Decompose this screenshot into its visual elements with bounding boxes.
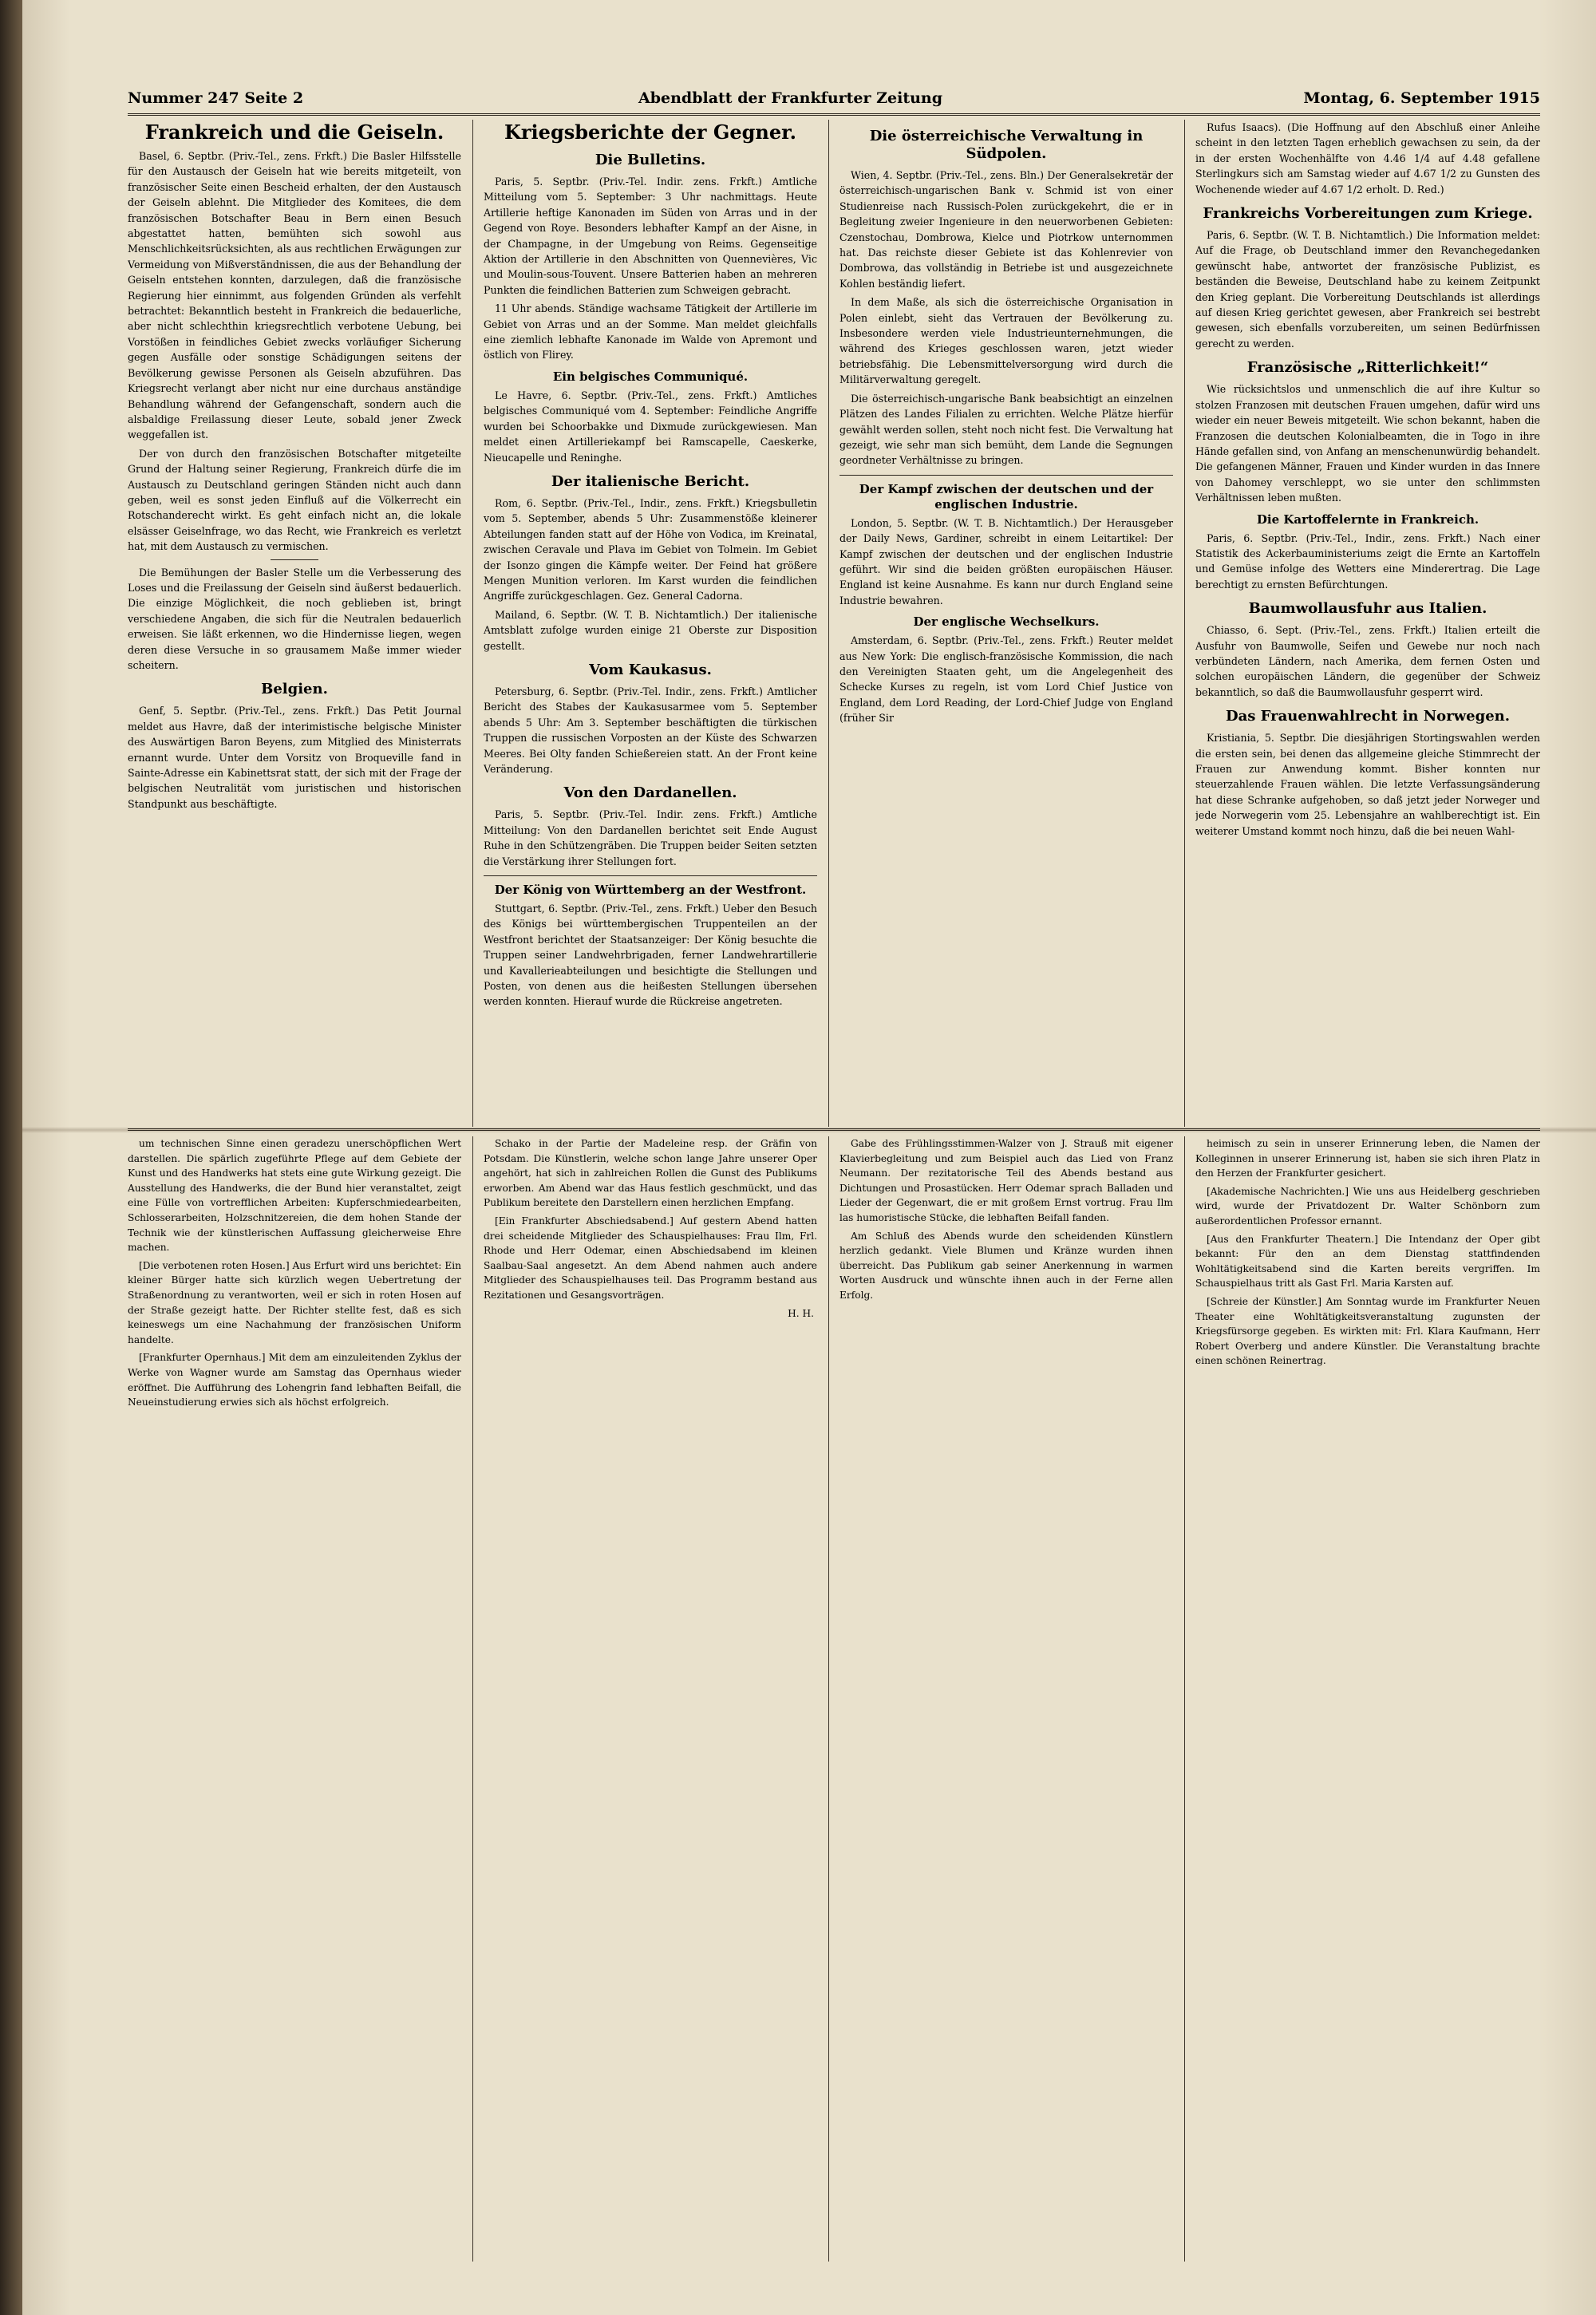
headline-belgisches-communique: Ein belgisches Communiqué. bbox=[552, 369, 749, 384]
article-text: London, 5. Septbr. (W. T. B. Nichtamtlich.) Der Herausgeber der Daily News, Gardiner, schreibt in einem Leitartikel: Der Kampf zwischen der deutschen und der englischen Industrie geführt. Wir sind die beiden größten europäischen Häuser. England ist keine Ausnahme. Es kann nur durch England seine Industrie bewahren. bbox=[839, 516, 1173, 606]
article-text: Die österreichisch-ungarische Bank beabsichtigt an einzelnen Plätzen des Landes Filialen zu errichten. Welche Plätze hierfür gewählt werden sollen, steht noch nicht fest. Die Verwaltung hat gezeigt, wie sehr man sich bemüht, dem Lande die Segnungen geordneter Verhältnisse zu bringen. bbox=[839, 392, 1173, 467]
page-date: Montag, 6. September 1915 bbox=[1303, 89, 1540, 107]
feuilleton-text: [Schreie der Künstler.] Am Sonntag wurde im Frankfurter Neuen Theater eine Wohltätigkeitsveranstaltung zugunsten der Kriegsfürsorge gegeben. Es wirkten mit: Frl. Klara Kaufmann, Herr Robert Overberg und andere Künstler. Die Veranstaltung brachte einen schönen Reinertrag. bbox=[1195, 1295, 1540, 1367]
headline-wechselkurs: Der englische Wechselkurs. bbox=[913, 614, 1100, 630]
feuilleton-text: Schako in der Partie der Madeleine resp. der Gräfin von Potsdam. Die Künstlerin, welche schon lange Jahre unserer Oper angehört, hat sich in zahlreichen Rollen die Gunst des Publikums erworben. Am Abend war das Haus festlich geschmückt, und das Publikum bereitete den Darstellern einen herzlichen Empfang. bbox=[484, 1138, 817, 1209]
feuilleton-text: [Frankfurter Opernhaus.] Mit dem am einzuleitenden Zyklus der Werke von Wagner wurde am Samstag das Opernhaus wieder eröffnet. Die Aufführung des Lohengrin fand lebhaften Beifall, die Neueinstudierung erwies sich als höchst erfolgreich. bbox=[128, 1352, 461, 1408]
feuilleton-text: Gabe des Frühlingsstimmen-Walzer von J. Strauß mit eigener Klavierbegleitung und zum Beispiel auch das Lied von Franz Neumann. Der rezitatorische Teil des Abends bestand aus Dichtungen und Prosastücken. Herr Odemar sprach Balladen und Lieder der Gegenwart, die er mit großem Ernst vortrug. Frau Ilm las humoristische Stücke, die lebhaften Beifall fanden. bbox=[839, 1138, 1173, 1223]
article-text: Kristiania, 5. Septbr. Die diesjährigen Stortingswahlen werden die ersten sein, bei denen das allgemeine gleiche Stimmrecht der Frauen zur Anwendung kommt. Bisher konnten nur steuerzahlende Frauen wählen. Die letzte Verfassungsänderung hat diese Schranke aufgehoben, so daß jetzt jeder Norweger und jede Norwegerin vom 25. Lebensjahre an wahlberechtigt ist. Ein weiterer Umstand kommt noch hinzu, daß die bei neuen Wahl- bbox=[1195, 732, 1540, 837]
article-text: Der von durch den französischen Botschafter mitgeteilte Grund der Haltung seiner Regierung, Frankreich dürfe die im Austausch zu Deutschland geringen Ständen nicht auch dann geben, weil es sonst jeden Einfluß auf die Völkerrecht ein Rotschanderecht wirkt. Es geht einfach nicht an, die lokale elsässer Geiselnfrage, wo das Recht, wie Frankreich es verletzt hat, mit dem Austausch zu vermischen. bbox=[128, 447, 461, 553]
divider bbox=[484, 875, 817, 876]
column-divider bbox=[828, 1136, 829, 2262]
column-divider bbox=[828, 120, 829, 1127]
feuilleton-text: [Akademische Nachrichten.] Wie uns aus Heidelberg geschrieben wird, wurde der Privatdozent Dr. Walter Schönborn zum außerordentlichen Professor ernannt. bbox=[1195, 1185, 1540, 1227]
column-divider bbox=[472, 1136, 473, 2262]
column-divider bbox=[1184, 1136, 1185, 2262]
column-1 bbox=[128, 120, 461, 1127]
article-text: Le Havre, 6. Septbr. (Priv.-Tel., zens. Frkft.) Amtliches belgisches Communiqué vom 4. September: Feindliche Angriffe wurden bei Schoorbakke und Dixmude zurückgewiesen. Man meldet einen Artilleriekampf bei Ramscapelle, Caeskerke, Nieucapelle und Reninghe. bbox=[484, 389, 817, 464]
headline-kartoffelernte: Die Kartoffelernte in Frankreich. bbox=[1256, 512, 1479, 527]
column-3 bbox=[839, 120, 1173, 1127]
article-text: Paris, 6. Septbr. (W. T. B. Nichtamtlich.) Die Information meldet: Auf die Frage, ob Deutschland immer den Revanchegedanken gewünscht habe, antwortet der französische Publizist, es beständen die Beweise, Deutschland habe zu keinem Zeitpunkt den Krieg geplant. Die Vorbereitung Deutschlands ist allerdings auf diesen Krieg gerichtet gewesen, aber Frankreich sei bestrebt gewesen, sich ebenfalls vorzubereiten, um seinen Bedürfnissen gerecht zu werden. bbox=[1195, 229, 1540, 350]
article-text: Wien, 4. Septbr. (Priv.-Tel., zens. Bln.) Der Generalsekretär der österreichisch-ungarischen Bank v. Schmid ist von einer Studienreise nach Russisch-Polen zurückgekehrt, die er in Begleitung zweier Ingenieure in den neuerworbenen Gebieten: Czenstochau, Dombrowa, Kielce und Piotrkow unternommen hat. Das reichste dieser Gebiete ist das Kohlenrevier von Dombrowa, das vollständig in Betriebe ist und ausgezeichnete Kohlen beständig liefert. bbox=[839, 169, 1173, 290]
headline-belgien: Belgien. bbox=[261, 681, 328, 698]
article-text: In dem Maße, als sich die österreichische Organisation in Polen einlebt, sieht das Vertrauen der Bevölkerung zu. Insbesondere werden viele Industrieunternehmungen, die während des Krieges geschlossen waren, jetzt wieder betriebsfähig. Die Lebensmittelversorgung wird durch die Militärverwaltung geregelt. bbox=[839, 296, 1173, 386]
divider bbox=[271, 559, 318, 560]
headline-bulletins: Die Bulletins. bbox=[595, 152, 706, 168]
headline-kampf-industrie: Der Kampf zwischen der deutschen und der englischen Industrie. bbox=[859, 481, 1154, 512]
feuilleton-text: [Aus den Frankfurter Theatern.] Die Intendanz der Oper gibt bekannt: Für den an dem Dienstag stattfindenden Wohltätigkeitsabend sind die Karten bereits vergriffen. Im Schauspielhaus tritt als Gast Frl. Maria Karsten auf. bbox=[1195, 1233, 1540, 1290]
feuilleton-column-2 bbox=[484, 1136, 817, 2262]
article-text: Chiasso, 6. Sept. (Priv.-Tel., zens. Frkft.) Italien erteilt die Ausfuhr von Baumwolle, Seifen und Gewebe nur noch nach verbündeten Ländern, nach Amerika, dem fernen Osten und solchen europäischen Ländern, die gegenüber der Schweiz bekanntlich, so daß die Baumwollausfuhr gesperrt wird. bbox=[1195, 624, 1540, 698]
page-header bbox=[128, 86, 1540, 116]
headline-geiseln: Frankreich und die Geiseln. bbox=[144, 120, 444, 144]
article-text: Die Bemühungen der Basler Stelle um die Verbesserung des Loses und die Freilassung der Geiseln sind äußerst bedauerlich. Die einzige Möglichkeit, die noch geblieben ist, bringt verschiedene Angaben, die sich für die Neutralen bedauerlich erweisen. Sie läßt erkennen, wo die Hindernisse liegen, wegen deren diese Versuche in so grausamem Maße immer wieder scheitern. bbox=[128, 566, 461, 671]
headline-baumwollausfuhr: Baumwollausfuhr aus Italien. bbox=[1248, 600, 1487, 618]
feuilleton-rule bbox=[128, 1128, 1540, 1131]
headline-italienischer-bericht: Der italienische Bericht. bbox=[551, 472, 750, 490]
headline-kaukasus: Vom Kaukasus. bbox=[589, 661, 712, 678]
column-divider bbox=[1184, 120, 1185, 1127]
headline-ritterlichkeit: Französische „Ritterlichkeit!“ bbox=[1246, 359, 1489, 377]
article-text: Paris, 6. Septbr. (Priv.-Tel., Indir., zens. Frkft.) Nach einer Statistik des Ackerbauministeriums zeigt die Ernte an Kartoffeln und Gemüse infolge des Wetters eine Minderertrag. Die Lage berechtigt zu ernsten Befürchtungen. bbox=[1195, 531, 1540, 591]
feuilleton-column-1 bbox=[128, 1136, 461, 2262]
article-text: Stuttgart, 6. Septbr. (Priv.-Tel., zens. Frkft.) Ueber den Besuch des Königs bei württembergischen Truppenteilen an der Westfront berichtet der Staatsanzeiger: Der König besuchte die Truppen seiner Landwehrbrigaden, ferner Landwehrartillerie und Kavallerieabteilungen und besichtigte die Stellungen und Posten, von denen aus die heißesten Stellungen übersehen werden konnten. Hierauf wurde die Rückreise angetreten. bbox=[484, 903, 817, 1008]
article-text: Mailand, 6. Septbr. (W. T. B. Nichtamtlich.) Der italienische Amtsblatt zufolge wurden einige 21 Oberste zur Disposition gestellt. bbox=[484, 608, 817, 652]
headline-frauenwahlrecht: Das Frauenwahlrecht in Norwegen. bbox=[1225, 708, 1511, 725]
article-text: Rufus Isaacs). (Die Hoffnung auf den Abschluß einer Anleihe scheint in den letzten Tagen erheblich gewachsen zu sein, da der in der ersten Wochenhälfte von 4.46 1/4 auf 4.48 gefallene Sterlingkurs sich am Samstag wieder auf 4.67 1/2 zu Gunsten des Wochenende wieder auf 4.67 1/2 erholt. D. Red.) bbox=[1195, 121, 1540, 196]
feuilleton-text: [Ein Frankfurter Abschiedsabend.] Auf gestern Abend hatten drei scheidende Mitglieder des Schauspielhauses: Frau Ilm, Frl. Rhode und Herr Odemar, einen Abschiedsabend im kleinen Saalbau-Saal angesetzt. An dem Abend nahmen auch andere Mitglieder des Schauspielhauses teil. Das Programm bestand aus Rezitationen und Gesangsvorträgen. bbox=[484, 1215, 817, 1301]
feuilleton-text: [Die verbotenen roten Hosen.] Aus Erfurt wird uns berichtet: Ein kleiner Bürger hatte sich kürzlich wegen Uebertretung der Straßenordnung zu verantworten, weil er sich in roten Hosen auf der Straße gezeigt hatte. Der Richter stellte fest, daß es sich keineswegs um eine Nachahmung der französischen Uniform handelte. bbox=[128, 1259, 461, 1345]
article-text: Wie rücksichtslos und unmenschlich die auf ihre Kultur so stolzen Franzosen mit deutschen Frauen umgehen, dafür wird uns wieder ein neuer Beweis mitgeteilt. Wie schon bekannt, haben die Franzosen die deutschen Kolonialbeamten, die in Togo in ihre Hände gefallen sind, von Anfang an menschenunwürdig behandelt. Die gefangenen Männer, Frauen und Kinder wurden in das Innere von Dahomey verschleppt, wo sie unter den schlimmsten Verhältnissen leben mußten. bbox=[1195, 383, 1540, 504]
article-text: Rom, 6. Septbr. (Priv.-Tel., Indir., zens. Frkft.) Kriegsbulletin vom 5. September, abends 5 Uhr: Zusammenstöße kleinerer Abteilungen fanden statt auf der Höhe von Vodica, im Kreinatal, zwischen Ceravale und Plava im Gebiet von Tolmein. Im Gebiet der Isonzo gingen die Kämpfe weiter. Der Feind hat größere Mengen Munition verloren. Im Karst wurden die feindlichen Angriffe zurückgeschlagen. Gez. General Cadorna. bbox=[484, 496, 817, 602]
article-text: Genf, 5. Septbr. (Priv.-Tel., zens. Frkft.) Das Petit Journal meldet aus Havre, daß der interimistische belgische Minister des Auswärtigen Baron Beyens, zum Mitglied des Ministerrats ernannt wurde. Unter dem Vorsitz von Broqueville fand in Sainte-Adresse ein Kabinettsrat statt, der sich mit der Frage der belgischen Neutralität vom juristischen und historischen Standpunkt aus beschäftigte. bbox=[128, 705, 461, 810]
feuilleton-text: heimisch zu sein in unserer Erinnerung leben, die Namen der Kolleginnen in unserer Erinnerung ist, haben sie sich ihren Platz in den Herzen der Frankfurter gesichert. bbox=[1195, 1138, 1540, 1179]
article-text: 11 Uhr abends. Ständige wachsame Tätigkeit der Artillerie im Gebiet von Arras und an der Somme. Man meldet gleichfalls eine ziemlich lebhafte Kanonade im Walde von Apremont und östlich von Flirey. bbox=[484, 302, 817, 361]
divider bbox=[839, 475, 1173, 476]
article-text: Paris, 5. Septbr. (Priv.-Tel. Indir. zens. Frkft.) Amtliche Mitteilung vom 5. September: 3 Uhr nachmittags. Heute Artillerie heftige Kanonaden im Süden von Arras und in der Gegend von Roye. Besonders lebhafter Kampf an der Aisne, in der Champagne, in der Umgebung von Reims. Gegenseitige Aktion der Artillerie in den Abschnitten von Quennevières, Vic und Moulin-sous-Touvent. Unsere Batterien haben an mehreren Punkten die feindlichen Batterien zum Schweigen gebracht. bbox=[484, 176, 817, 296]
headline-oesterreichische-verwaltung: Die österreichische Verwaltung in Südpolen. bbox=[869, 128, 1144, 162]
author-signature: H. H. bbox=[788, 1307, 814, 1319]
article-text: Petersburg, 6. Septbr. (Priv.-Tel. Indir., zens. Frkft.) Amtlicher Bericht des Stabes der Kaukasusarmee vom 5. September abends 5 Uhr: Am 3. September beschäftigten die türkischen Truppen die russischen Vorposten an der Küste des Schwarzen Meeres. Bei Olty fanden Schießereien statt. An der Front keine Veränderung. bbox=[484, 685, 817, 775]
feuilleton-column-3 bbox=[839, 1136, 1173, 2262]
page-number: Nummer 247 Seite 2 bbox=[128, 89, 304, 107]
article-text: Paris, 5. Septbr. (Priv.-Tel. Indir. zens. Frkft.) Amtliche Mitteilung: Von den Dardanellen berichtet seit Ende August Ruhe in den Schützengräben. Die Truppen beider Seiten setzten die Verstärkung ihrer Stellungen fort. bbox=[484, 808, 817, 867]
headline-dardanellen: Von den Dardanellen. bbox=[563, 784, 737, 802]
newspaper-title: Abendblatt der Frankfurter Zeitung bbox=[638, 89, 943, 107]
column-divider bbox=[472, 120, 473, 1127]
article-text: Amsterdam, 6. Septbr. (Priv.-Tel., zens. Frkft.) Reuter meldet aus New York: Die englisch-französische Kommission, die nach den Vereinigten Staaten geht, um die Angelegenheit des Schecke Kurses zu regeln, ist vom Lord Chief Justice von England, dem Lord Reading, der Lord-Chief Judge von England (früher Sir bbox=[839, 634, 1173, 725]
feuilleton-text: Am Schluß des Abends wurde den scheidenden Künstlern herzlich gedankt. Viele Blumen und Kränze wurden ihnen überreicht. Das Publikum gab seiner Anerkennung in warmen Worten Ausdruck und wünschte ihnen auch in der Ferne allen Erfolg. bbox=[839, 1230, 1173, 1301]
feuilleton-text: um technischen Sinne einen geradezu unerschöpflichen Wert darstellen. Die spärlich zugeführte Pflege auf dem Gebiete der Kunst und des Handwerks hat stets eine gute Wirkung gezeigt. Die Ausstellung des Handwerks, die der Bund hier veranstaltet, zeigt eine Fülle von vortrefflichen Arbeiten: Kupferschmiedearbeiten, Schlosserarbeiten, Holzschnitzereien, die dem hohen Stande der Technik wie der künstlerischen Auffassung gleicherweise Ehre machen. bbox=[128, 1138, 461, 1254]
headline-koenig-wuerttemberg: Der König von Württemberg an der Westfront. bbox=[494, 883, 807, 898]
headline-frankreich-vorbereitungen: Frankreichs Vorbereitungen zum Kriege. bbox=[1203, 205, 1533, 223]
article-text: Basel, 6. Septbr. (Priv.-Tel., zens. Frkft.) Die Basler Hilfsstelle für den Austausch der Geiseln hat wie bereits mitgeteilt, von französischer Seite einen Bescheid erhalten, der den Austausch der Geiseln ablehnt. Die Mitglieder des Komitees, die dem französischen Botschafter Beau in Bern einen Besuch abgestattet hatten, bemühten sich sowohl aus Menschlichkeitsrücksichten, als aus rechtlichen Erwägungen zur Vermeidung von Mißverständnissen, die aus der Behandlung der Geiseln entstehen konnten, darzulegen, daß die französische Regierung hier einnimmt, aus folgenden Gründen als verfehlt betrachtet: Bekanntlich besteht in Frankreich die bedauerliche, aber nicht schlechthin kriegsrechtlich verbotene Uebung, bei Vorstößen in feindliches Gebiet zwecks vorläufiger Sicherung gegen Ausfälle oder sonstige Schädigungen seitens der Bevölkerung gewisse Personen als Geiseln abzuführen. Das Kriegsrecht verlangt aber nicht nur eine durchaus anständige Behandlung während der Gefangenschaft, sondern auch die alsbaldige Freilassung dieser Leute, sobald jener Zweck weggefallen ist. bbox=[128, 150, 461, 441]
column-2 bbox=[484, 120, 817, 1127]
column-4 bbox=[1195, 120, 1540, 1127]
book-binding bbox=[0, 0, 22, 2315]
headline-kriegsberichte: Kriegsberichte der Gegner. bbox=[504, 120, 796, 144]
feuilleton-column-4 bbox=[1195, 1136, 1540, 2262]
